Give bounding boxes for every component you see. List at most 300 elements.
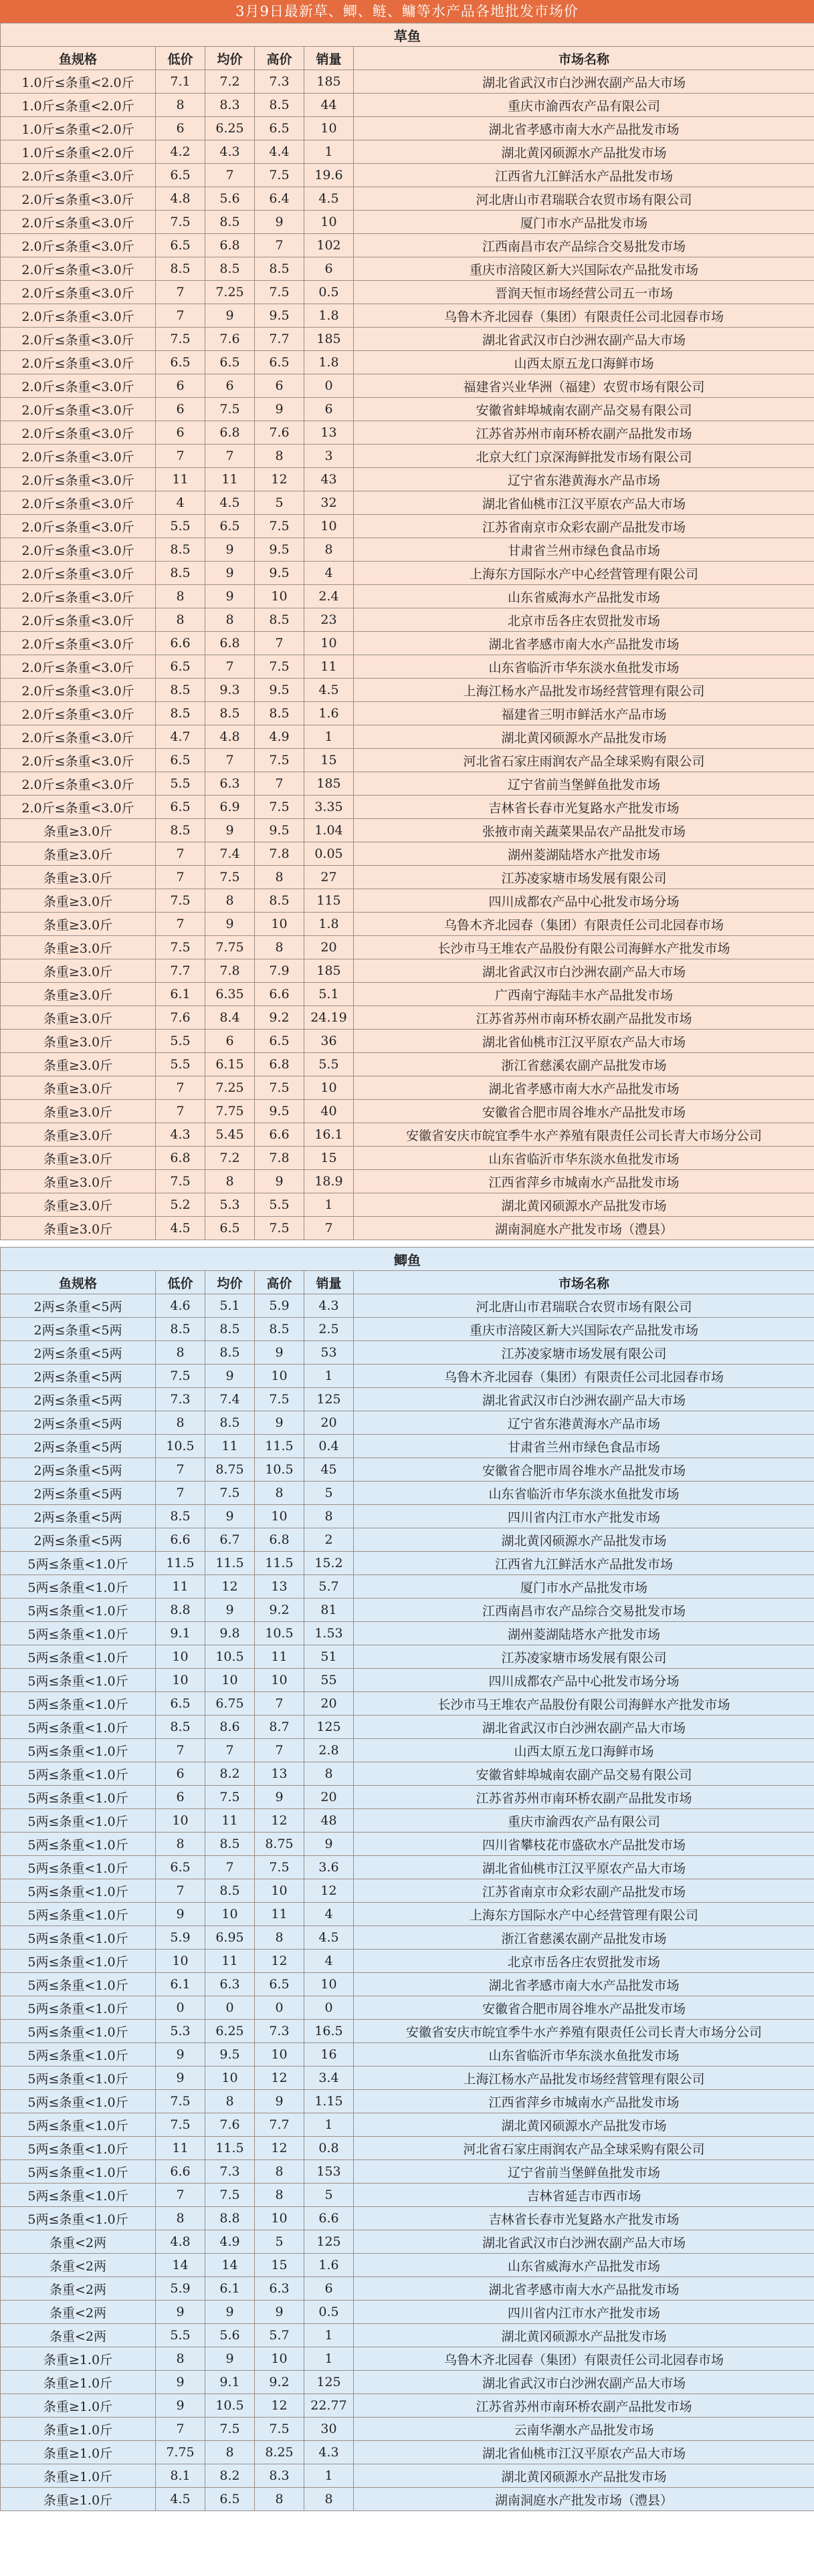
- table-row: [1, 1411, 814, 1435]
- avg-price-cell: 11: [205, 1809, 255, 1833]
- high-price-cell: 8: [255, 1926, 304, 1950]
- spec-cell: 2.0斤≤条重<3.0斤: [1, 538, 156, 562]
- avg-price-cell: 7.5: [205, 1482, 255, 1505]
- market-cell: 安徽省合肥市周谷堆水产品批发市场: [354, 1996, 814, 2020]
- low-price-cell: 6: [156, 398, 205, 421]
- low-price-cell: 6.5: [156, 1856, 205, 1879]
- volume-cell: 0.8: [304, 2137, 354, 2160]
- spec-cell: 2.0斤≤条重<3.0斤: [1, 632, 156, 655]
- low-price-cell: 6: [156, 117, 205, 140]
- table-row: [1, 2020, 814, 2043]
- high-price-cell: 7.8: [255, 1147, 304, 1170]
- avg-price-cell: 7: [205, 445, 255, 468]
- section-spacer: [0, 1240, 814, 1247]
- high-price-cell: 7.3: [255, 2020, 304, 2043]
- low-price-cell: 4: [156, 491, 205, 515]
- market-cell: 湖北黄冈硕源水产品批发市场: [354, 140, 814, 164]
- table-row: [1, 2184, 814, 2207]
- market-cell: 江西省九江鲜活水产品批发市场: [354, 164, 814, 187]
- low-price-cell: 4.5: [156, 2488, 205, 2511]
- avg-price-cell: 8.6: [205, 1716, 255, 1739]
- market-cell: 浙江省慈溪农副产品批发市场: [354, 1053, 814, 1076]
- market-cell: 上海东方国际水产中心经营管理有限公司: [354, 562, 814, 585]
- table-row: [1, 1716, 814, 1739]
- spec-cell: 条重≥3.0斤: [1, 983, 156, 1006]
- table-row: [1, 1147, 814, 1170]
- avg-price-cell: 9.8: [205, 1622, 255, 1645]
- low-price-cell: 7: [156, 842, 205, 866]
- avg-price-cell: 7.3: [205, 2160, 255, 2184]
- high-price-cell: 9: [255, 1341, 304, 1365]
- high-price-cell: 9.2: [255, 1006, 304, 1030]
- spec-cell: 条重≥3.0斤: [1, 936, 156, 959]
- high-price-cell: 12: [255, 1950, 304, 1973]
- market-cell: 辽宁省东港黄海水产品市场: [354, 1411, 814, 1435]
- spec-cell: 5两≤条重<1.0斤: [1, 2090, 156, 2113]
- market-cell: 湖北省武汉市白沙洲农副产品大市场: [354, 1388, 814, 1411]
- volume-cell: 1: [304, 725, 354, 749]
- volume-cell: 4.3: [304, 1294, 354, 1318]
- low-price-cell: 8.5: [156, 538, 205, 562]
- table-row: [1, 140, 814, 164]
- high-price-cell: 10: [255, 2043, 304, 2067]
- market-cell: 湖北黄冈硕源水产品批发市场: [354, 725, 814, 749]
- volume-cell: 6.6: [304, 2207, 354, 2230]
- spec-cell: 2.0斤≤条重<3.0斤: [1, 468, 156, 491]
- volume-cell: 13: [304, 421, 354, 445]
- high-price-cell: 9: [255, 2301, 304, 2324]
- avg-price-cell: 8: [205, 1170, 255, 1193]
- volume-cell: 125: [304, 2230, 354, 2254]
- high-price-cell: 9.2: [255, 1599, 304, 1622]
- spec-cell: 2.0斤≤条重<3.0斤: [1, 491, 156, 515]
- volume-cell: 15: [304, 749, 354, 772]
- low-price-cell: 7.5: [156, 328, 205, 351]
- spec-cell: 条重≥3.0斤: [1, 1030, 156, 1053]
- column-header-low: 低价: [156, 47, 205, 70]
- low-price-cell: 7: [156, 445, 205, 468]
- table-row: [1, 187, 814, 211]
- table-row: [1, 538, 814, 562]
- spec-cell: 2两≤条重<5两: [1, 1294, 156, 1318]
- spec-cell: 条重≥3.0斤: [1, 1053, 156, 1076]
- market-cell: 辽宁省前当堡鲜鱼批发市场: [354, 772, 814, 796]
- high-price-cell: 7.5: [255, 655, 304, 679]
- high-price-cell: 7.3: [255, 70, 304, 94]
- table-row: [1, 889, 814, 913]
- spec-cell: 2.0斤≤条重<3.0斤: [1, 562, 156, 585]
- spec-cell: 5两≤条重<1.0斤: [1, 1762, 156, 1786]
- avg-price-cell: 8.5: [205, 257, 255, 281]
- volume-cell: 48: [304, 1809, 354, 1833]
- high-price-cell: 8.5: [255, 608, 304, 632]
- table-row: [1, 913, 814, 936]
- high-price-cell: 8: [255, 936, 304, 959]
- volume-cell: 0.5: [304, 2301, 354, 2324]
- volume-cell: 10: [304, 1076, 354, 1100]
- market-cell: 重庆市涪陵区新大兴国际农产品批发市场: [354, 257, 814, 281]
- market-cell: 四川省内江市水产批发市场: [354, 1505, 814, 1528]
- high-price-cell: 12: [255, 2137, 304, 2160]
- high-price-cell: 4.4: [255, 140, 304, 164]
- avg-price-cell: 14: [205, 2254, 255, 2277]
- market-cell: 安徽省蚌埠城南农副产品交易有限公司: [354, 398, 814, 421]
- low-price-cell: 7: [156, 1879, 205, 1903]
- volume-cell: 1.15: [304, 2090, 354, 2113]
- avg-price-cell: 8.2: [205, 2464, 255, 2488]
- table-row: [1, 2441, 814, 2464]
- avg-price-cell: 8.5: [205, 1341, 255, 1365]
- market-cell: 山西太原五龙口海鲜市场: [354, 351, 814, 374]
- avg-price-cell: 5.3: [205, 1193, 255, 1217]
- high-price-cell: 6.5: [255, 117, 304, 140]
- market-cell: 湖北省孝感市南大水产品批发市场: [354, 1973, 814, 1996]
- table-row: [1, 2464, 814, 2488]
- spec-cell: 条重≥3.0斤: [1, 913, 156, 936]
- volume-cell: 0.05: [304, 842, 354, 866]
- low-price-cell: 8.5: [156, 1318, 205, 1341]
- volume-cell: 7: [304, 1217, 354, 1240]
- volume-cell: 4: [304, 1903, 354, 1926]
- low-price-cell: 8.5: [156, 562, 205, 585]
- avg-price-cell: 8: [205, 608, 255, 632]
- volume-cell: 5: [304, 1482, 354, 1505]
- market-cell: 甘肃省兰州市绿色食品市场: [354, 538, 814, 562]
- volume-cell: 2: [304, 1528, 354, 1552]
- avg-price-cell: 8.5: [205, 1318, 255, 1341]
- table-row: [1, 257, 814, 281]
- avg-price-cell: 4.3: [205, 140, 255, 164]
- table-row: [1, 1318, 814, 1341]
- volume-cell: 102: [304, 234, 354, 257]
- volume-cell: 43: [304, 468, 354, 491]
- low-price-cell: 7: [156, 1076, 205, 1100]
- page-title: 3月9日最新草、鲫、鲢、鳙等水产品各地批发市场价: [0, 0, 814, 23]
- spec-cell: 2.0斤≤条重<3.0斤: [1, 585, 156, 608]
- low-price-cell: 14: [156, 2254, 205, 2277]
- avg-price-cell: 7.4: [205, 842, 255, 866]
- spec-cell: 条重≥1.0斤: [1, 2441, 156, 2464]
- low-price-cell: 6.6: [156, 632, 205, 655]
- spec-cell: 2.0斤≤条重<3.0斤: [1, 187, 156, 211]
- avg-price-cell: 9: [205, 304, 255, 328]
- avg-price-cell: 9: [205, 2347, 255, 2371]
- table-row: [1, 351, 814, 374]
- column-header-spec: 鱼规格: [1, 1271, 156, 1294]
- volume-cell: 2.4: [304, 585, 354, 608]
- column-header-row: [1, 47, 814, 70]
- market-cell: 湖北省武汉市白沙洲农副产品大市场: [354, 70, 814, 94]
- high-price-cell: 12: [255, 468, 304, 491]
- spec-cell: 2.0斤≤条重<3.0斤: [1, 234, 156, 257]
- low-price-cell: 6: [156, 1786, 205, 1809]
- market-cell: 山西太原五龙口海鲜市场: [354, 1739, 814, 1762]
- spec-cell: 5两≤条重<1.0斤: [1, 2207, 156, 2230]
- volume-cell: 20: [304, 936, 354, 959]
- avg-price-cell: 4.9: [205, 2230, 255, 2254]
- avg-price-cell: 6.8: [205, 234, 255, 257]
- low-price-cell: 9: [156, 2043, 205, 2067]
- volume-cell: 6: [304, 2277, 354, 2301]
- market-cell: 北京市岳各庄农贸批发市场: [354, 1950, 814, 1973]
- avg-price-cell: 0: [205, 1996, 255, 2020]
- volume-cell: 16.5: [304, 2020, 354, 2043]
- volume-cell: 18.9: [304, 1170, 354, 1193]
- low-price-cell: 5.3: [156, 2020, 205, 2043]
- market-cell: 湖北黄冈硕源水产品批发市场: [354, 2464, 814, 2488]
- market-cell: 湖北黄冈硕源水产品批发市场: [354, 2324, 814, 2347]
- high-price-cell: 9: [255, 1786, 304, 1809]
- market-cell: 山东省威海水产品批发市场: [354, 2254, 814, 2277]
- low-price-cell: 7.7: [156, 959, 205, 983]
- market-cell: 安徽省蚌埠城南农副产品交易有限公司: [354, 1762, 814, 1786]
- high-price-cell: 10: [255, 585, 304, 608]
- avg-price-cell: 6.9: [205, 796, 255, 819]
- low-price-cell: 7: [156, 1100, 205, 1123]
- avg-price-cell: 6.95: [205, 1926, 255, 1950]
- market-cell: 湖南洞庭水产批发市场（澧县）: [354, 1217, 814, 1240]
- high-price-cell: 5: [255, 491, 304, 515]
- avg-price-cell: 7.8: [205, 959, 255, 983]
- table-row: [1, 70, 814, 94]
- market-cell: 河北省石家庄雨润农产品全球采购有限公司: [354, 2137, 814, 2160]
- spec-cell: 5两≤条重<1.0斤: [1, 1809, 156, 1833]
- market-cell: 北京市岳各庄农贸批发市场: [354, 608, 814, 632]
- market-cell: 吉林省长春市光复路水产批发市场: [354, 796, 814, 819]
- low-price-cell: 8.5: [156, 819, 205, 842]
- market-cell: 辽宁省前当堡鲜鱼批发市场: [354, 2160, 814, 2184]
- low-price-cell: 6.5: [156, 749, 205, 772]
- low-price-cell: 8: [156, 585, 205, 608]
- volume-cell: 55: [304, 1669, 354, 1692]
- market-cell: 湖州菱湖陆塔水产批发市场: [354, 1622, 814, 1645]
- low-price-cell: 8.8: [156, 1599, 205, 1622]
- avg-price-cell: 10: [205, 1903, 255, 1926]
- high-price-cell: 13: [255, 1762, 304, 1786]
- table-row: [1, 2254, 814, 2277]
- avg-price-cell: 8.5: [205, 702, 255, 725]
- avg-price-cell: 7: [205, 655, 255, 679]
- avg-price-cell: 9: [205, 1365, 255, 1388]
- high-price-cell: 8.5: [255, 94, 304, 117]
- avg-price-cell: 6.8: [205, 421, 255, 445]
- market-cell: 江苏凌家塘市场发展有限公司: [354, 1645, 814, 1669]
- low-price-cell: 6: [156, 1762, 205, 1786]
- market-cell: 北京大红门京深海鲜批发市场有限公司: [354, 445, 814, 468]
- table-row: [1, 1294, 814, 1318]
- volume-cell: 125: [304, 1716, 354, 1739]
- market-cell: 湖北省武汉市白沙洲农副产品大市场: [354, 328, 814, 351]
- volume-cell: 1.04: [304, 819, 354, 842]
- column-header-market: 市场名称: [354, 47, 814, 70]
- spec-cell: 条重<2两: [1, 2301, 156, 2324]
- spec-cell: 2.0斤≤条重<3.0斤: [1, 679, 156, 702]
- table-row: [1, 2230, 814, 2254]
- avg-price-cell: 7.2: [205, 70, 255, 94]
- high-price-cell: 8: [255, 2488, 304, 2511]
- high-price-cell: 7.6: [255, 421, 304, 445]
- spec-cell: 条重≥3.0斤: [1, 1147, 156, 1170]
- market-cell: 重庆市渝西农产品有限公司: [354, 94, 814, 117]
- spec-cell: 条重<2两: [1, 2324, 156, 2347]
- table-row: [1, 2347, 814, 2371]
- market-cell: 湖北黄冈硕源水产品批发市场: [354, 1528, 814, 1552]
- market-cell: 四川成都农产品中心批发市场分场: [354, 889, 814, 913]
- avg-price-cell: 7: [205, 1739, 255, 1762]
- table-row: [1, 1006, 814, 1030]
- avg-price-cell: 6.25: [205, 2020, 255, 2043]
- high-price-cell: 7.5: [255, 1217, 304, 1240]
- table-row: [1, 1669, 814, 1692]
- market-cell: 厦门市水产品批发市场: [354, 1575, 814, 1599]
- volume-cell: 1: [304, 2113, 354, 2137]
- market-cell: 辽宁省东港黄海水产品市场: [354, 468, 814, 491]
- spec-cell: 2两≤条重<5两: [1, 1528, 156, 1552]
- table-row: [1, 1762, 814, 1786]
- spec-cell: 2两≤条重<5两: [1, 1388, 156, 1411]
- spec-cell: 5两≤条重<1.0斤: [1, 1903, 156, 1926]
- low-price-cell: 8: [156, 1341, 205, 1365]
- volume-cell: 22.77: [304, 2394, 354, 2418]
- avg-price-cell: 7: [205, 749, 255, 772]
- table-row: [1, 1341, 814, 1365]
- high-price-cell: 5.7: [255, 2324, 304, 2347]
- table-row: [1, 1575, 814, 1599]
- high-price-cell: 7.9: [255, 959, 304, 983]
- spec-cell: 5两≤条重<1.0斤: [1, 1622, 156, 1645]
- high-price-cell: 9: [255, 1170, 304, 1193]
- column-header-spec: 鱼规格: [1, 47, 156, 70]
- table-row: [1, 2067, 814, 2090]
- avg-price-cell: 8.5: [205, 1411, 255, 1435]
- low-price-cell: 10: [156, 1645, 205, 1669]
- market-cell: 江西省萍乡市城南水产品批发市场: [354, 1170, 814, 1193]
- table-row: [1, 211, 814, 234]
- avg-price-cell: 11: [205, 468, 255, 491]
- table-row: [1, 866, 814, 889]
- spec-cell: 2两≤条重<5两: [1, 1365, 156, 1388]
- market-cell: 江西省萍乡市城南水产品批发市场: [354, 2090, 814, 2113]
- volume-cell: 30: [304, 2418, 354, 2441]
- avg-price-cell: 10: [205, 1669, 255, 1692]
- spec-cell: 2两≤条重<5两: [1, 1411, 156, 1435]
- avg-price-cell: 7.5: [205, 398, 255, 421]
- high-price-cell: 8: [255, 445, 304, 468]
- table-row: [1, 1482, 814, 1505]
- market-cell: 湖北省武汉市白沙洲农副产品大市场: [354, 1716, 814, 1739]
- low-price-cell: 4.7: [156, 725, 205, 749]
- high-price-cell: 7.5: [255, 1856, 304, 1879]
- low-price-cell: 8.5: [156, 679, 205, 702]
- spec-cell: 条重≥1.0斤: [1, 2394, 156, 2418]
- table-row: [1, 2488, 814, 2511]
- market-cell: 江苏凌家塘市场发展有限公司: [354, 1341, 814, 1365]
- volume-cell: 11: [304, 655, 354, 679]
- avg-price-cell: 8.4: [205, 1006, 255, 1030]
- high-price-cell: 10.5: [255, 1458, 304, 1482]
- volume-cell: 4.5: [304, 187, 354, 211]
- spec-cell: 2两≤条重<5两: [1, 1435, 156, 1458]
- high-price-cell: 6.8: [255, 1528, 304, 1552]
- table-row: [1, 936, 814, 959]
- low-price-cell: 7.5: [156, 211, 205, 234]
- spec-cell: 2两≤条重<5两: [1, 1318, 156, 1341]
- market-cell: 江苏凌家塘市场发展有限公司: [354, 866, 814, 889]
- high-price-cell: 8.5: [255, 702, 304, 725]
- high-price-cell: 7.5: [255, 796, 304, 819]
- avg-price-cell: 8.5: [205, 211, 255, 234]
- volume-cell: 20: [304, 1692, 354, 1716]
- volume-cell: 1: [304, 2464, 354, 2488]
- table-row: [1, 1879, 814, 1903]
- spec-cell: 5两≤条重<1.0斤: [1, 1692, 156, 1716]
- table-row: [1, 2394, 814, 2418]
- market-cell: 湖北省孝感市南大水产品批发市场: [354, 632, 814, 655]
- market-cell: 河北唐山市君瑞联合农贸市场有限公司: [354, 1294, 814, 1318]
- volume-cell: 8: [304, 1505, 354, 1528]
- high-price-cell: 8.75: [255, 1833, 304, 1856]
- section-title-row: [1, 1248, 814, 1271]
- market-cell: 湖北省武汉市白沙洲农副产品大市场: [354, 2230, 814, 2254]
- low-price-cell: 5.5: [156, 1053, 205, 1076]
- avg-price-cell: 6.3: [205, 772, 255, 796]
- table-row: [1, 2113, 814, 2137]
- high-price-cell: 11.5: [255, 1552, 304, 1575]
- table-row: [1, 1528, 814, 1552]
- avg-price-cell: 7.5: [205, 866, 255, 889]
- volume-cell: 5.5: [304, 1053, 354, 1076]
- volume-cell: 153: [304, 2160, 354, 2184]
- volume-cell: 15.2: [304, 1552, 354, 1575]
- spec-cell: 2.0斤≤条重<3.0斤: [1, 304, 156, 328]
- market-cell: 吉林省延吉市西市场: [354, 2184, 814, 2207]
- avg-price-cell: 7.4: [205, 1388, 255, 1411]
- spec-cell: 5两≤条重<1.0斤: [1, 1879, 156, 1903]
- column-header-market: 市场名称: [354, 1271, 814, 1294]
- high-price-cell: 7.5: [255, 515, 304, 538]
- low-price-cell: 4.6: [156, 1294, 205, 1318]
- spec-cell: 条重≥3.0斤: [1, 1193, 156, 1217]
- table-row: [1, 2137, 814, 2160]
- spec-cell: 条重≥3.0斤: [1, 1217, 156, 1240]
- high-price-cell: 9.5: [255, 538, 304, 562]
- low-price-cell: 8: [156, 1833, 205, 1856]
- spec-cell: 条重≥3.0斤: [1, 819, 156, 842]
- high-price-cell: 12: [255, 2394, 304, 2418]
- high-price-cell: 15: [255, 2254, 304, 2277]
- high-price-cell: 9.5: [255, 1100, 304, 1123]
- low-price-cell: 6.1: [156, 1973, 205, 1996]
- market-cell: 湖北省孝感市南大水产品批发市场: [354, 1076, 814, 1100]
- market-cell: 湖北省孝感市南大水产品批发市场: [354, 117, 814, 140]
- market-cell: 江苏省南京市众彩农副产品批发市场: [354, 515, 814, 538]
- market-cell: 云南华潮水产品批发市场: [354, 2418, 814, 2441]
- low-price-cell: 4.8: [156, 187, 205, 211]
- volume-cell: 16: [304, 2043, 354, 2067]
- avg-price-cell: 8.8: [205, 2207, 255, 2230]
- low-price-cell: 6.5: [156, 164, 205, 187]
- spec-cell: 5两≤条重<1.0斤: [1, 2043, 156, 2067]
- avg-price-cell: 9.5: [205, 2043, 255, 2067]
- volume-cell: 8: [304, 2488, 354, 2511]
- high-price-cell: 7: [255, 1692, 304, 1716]
- table-row: [1, 468, 814, 491]
- volume-cell: 44: [304, 94, 354, 117]
- avg-price-cell: 8: [205, 889, 255, 913]
- table-row: [1, 562, 814, 585]
- avg-price-cell: 4.5: [205, 491, 255, 515]
- column-header-high: 高价: [255, 47, 304, 70]
